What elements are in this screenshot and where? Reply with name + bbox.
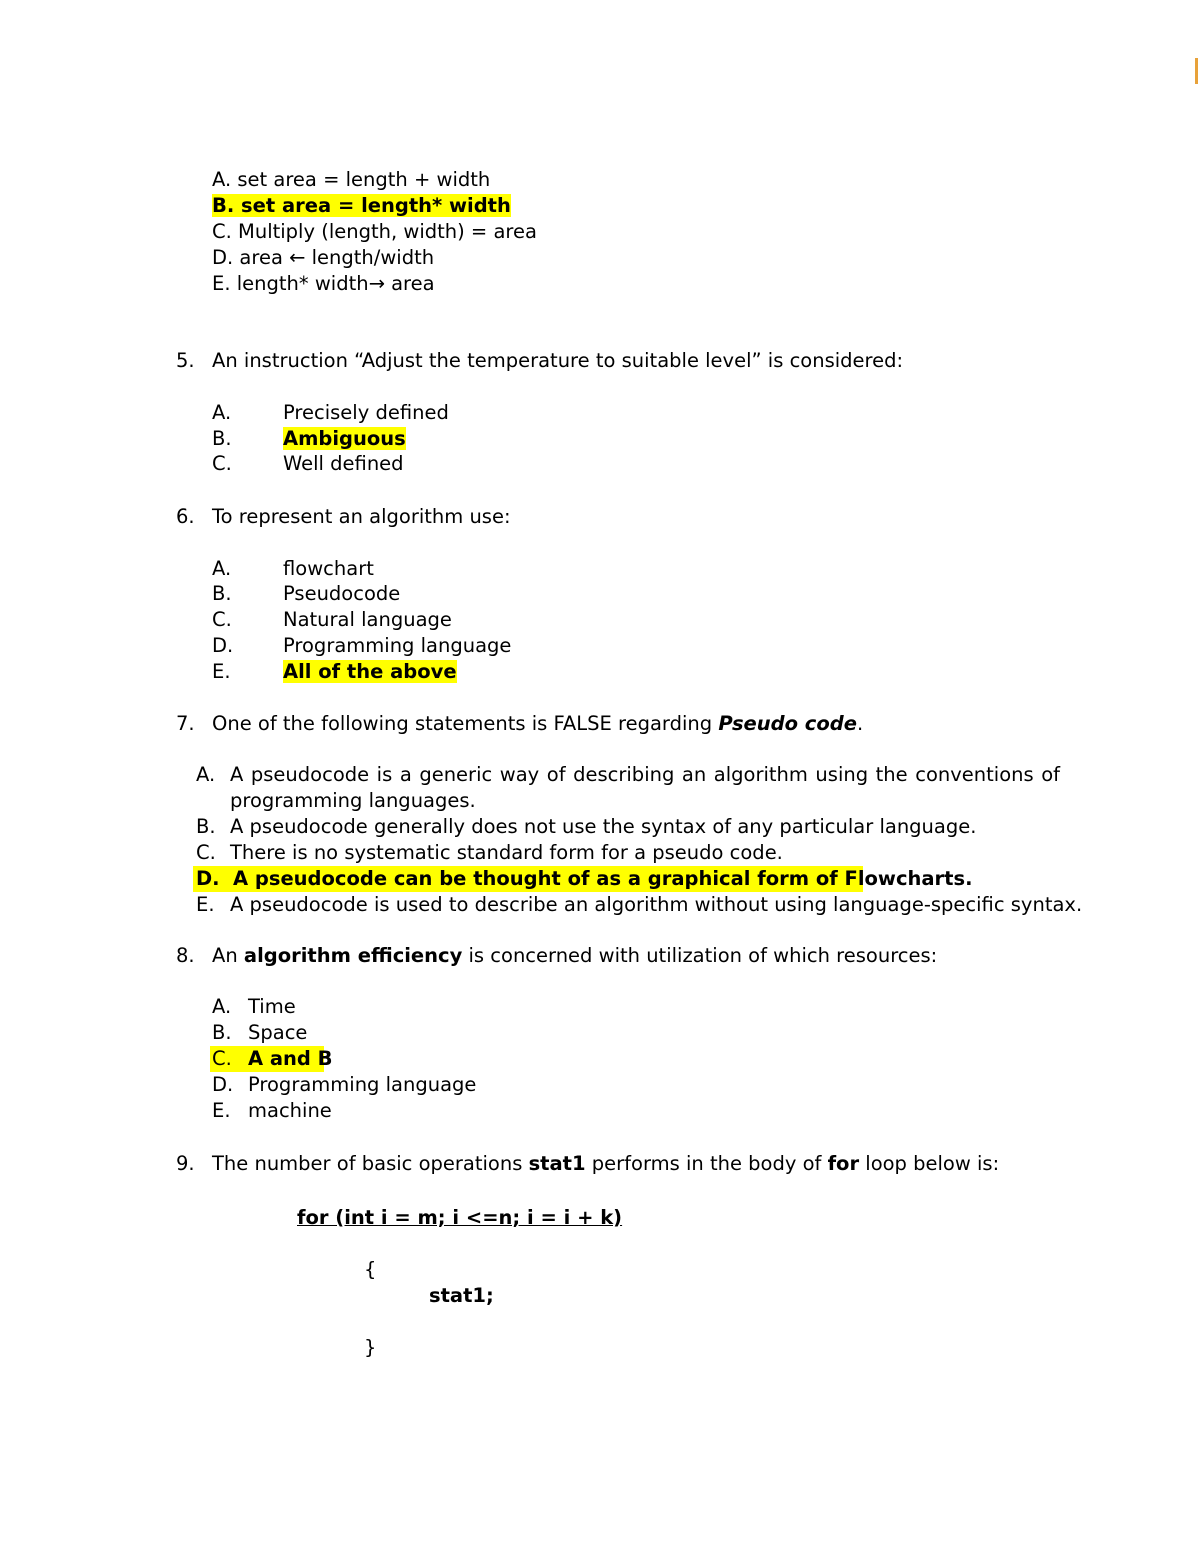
q9-number: 9. [176, 1152, 195, 1175]
q9-text-mid: performs in the body of [585, 1152, 828, 1175]
q7-option-e-text: A pseudocode is used to describe an algorithm without using language-specific syntax. [230, 893, 1083, 916]
q8-emphasis: algorithm efficiency [243, 944, 463, 967]
q6-option-c-text: Natural language [283, 608, 452, 631]
q6-option-b-text: Pseudocode [283, 582, 401, 605]
q9-text: The number of basic operations [212, 1152, 529, 1175]
q6-question: To represent an algorithm use: [212, 505, 511, 528]
q6-number: 6. [176, 505, 195, 528]
q7-number: 7. [176, 712, 195, 735]
q7-emphasis: Pseudo code [718, 712, 857, 735]
q8-option-a-letter: A. [212, 995, 232, 1018]
q8-text: An [212, 944, 244, 967]
q4-option-b-answer [212, 193, 511, 219]
q7-option-a-text: A pseudocode is a generic way of describing an algorithm using the conventions of programming languages. [230, 763, 1060, 812]
q9-code-body: stat1; [429, 1284, 494, 1307]
q6-option-d-text: Programming language [283, 634, 512, 657]
q8-option-d-text: Programming language [248, 1073, 477, 1096]
q7-option-e-letter: E. [196, 893, 215, 916]
q6-option-b-letter: B. [212, 582, 232, 605]
q8-option-c-text: A and B [248, 1047, 333, 1070]
q7-option-d-answer [193, 866, 973, 892]
page-edge-mark [1195, 58, 1198, 84]
q5-number: 5. [176, 349, 195, 372]
q9-text-end: loop below is: [859, 1152, 1000, 1175]
q7-option-c-text: There is no systematic standard form for a pseudo code. [230, 841, 783, 864]
q8-option-c-answer [210, 1046, 333, 1072]
q7-option-d-letter: D. [196, 867, 220, 890]
q8-option-a-text: Time [248, 995, 296, 1018]
answer-highlight: Ambiguous [283, 427, 406, 450]
q8-text-end: is concerned with utilization of which resources: [462, 944, 938, 967]
q8-option-e-text: machine [248, 1099, 332, 1122]
q9-code-open-brace: { [364, 1258, 377, 1281]
q4-option-e: E. length* width→ area [212, 272, 435, 295]
q8-option-b-letter: B. [212, 1021, 232, 1044]
q6-option-e-text-answer [283, 659, 457, 685]
q8-option-c-letter: C. [212, 1047, 232, 1070]
q8-number: 8. [176, 944, 195, 967]
q5-option-a-text: Precisely defined [283, 401, 449, 424]
q8-option-e-letter: E. [212, 1099, 231, 1122]
q5-question: An instruction “Adjust the temperature to suitable level” is considered: [212, 349, 904, 372]
q9-bold-stat: stat1 [528, 1152, 586, 1175]
q7-option-b-text: A pseudocode generally does not use the syntax of any particular language. [230, 815, 977, 838]
q6-option-e-letter: E. [212, 660, 231, 683]
q9-code-close-brace: } [364, 1336, 377, 1359]
q8-option-d-letter: D. [212, 1073, 234, 1096]
q5-option-c-text: Well defined [283, 452, 404, 475]
answer-highlight: All of the above [283, 660, 457, 683]
q9-question [212, 1151, 999, 1177]
q4-option-a: A. set area = length + width [212, 168, 491, 191]
q5-option-c-letter: C. [212, 452, 232, 475]
q5-option-b-text-answer [283, 426, 406, 452]
q7-question [212, 711, 863, 737]
q4-option-c: C. Multiply (length, width) = area [212, 220, 537, 243]
q6-option-a-letter: A. [212, 557, 232, 580]
q6-option-c-letter: C. [212, 608, 232, 631]
q4-option-d: D. area ← length/width [212, 246, 435, 269]
q8-option-b-text: Space [248, 1021, 308, 1044]
q7-text-end: . [856, 712, 864, 735]
q7-option-a-letter: A. [196, 763, 216, 786]
q6-option-a-text: flowchart [283, 557, 374, 580]
q8-question [212, 943, 937, 969]
q7-option-d-text: A pseudocode can be thought of as a graphical form of Flowcharts. [233, 867, 973, 890]
q9-code-header: for (int i = m; i <=n; i = i + k) [297, 1206, 623, 1229]
q5-option-a-letter: A. [212, 401, 232, 424]
q6-option-d-letter: D. [212, 634, 234, 657]
answer-highlight: B. set area = length* width [212, 194, 511, 217]
q9-bold-for: for [827, 1152, 860, 1175]
q5-option-b-letter: B. [212, 427, 232, 450]
q7-option-c-letter: C. [196, 841, 216, 864]
q7-text: One of the following statements is FALSE regarding [212, 712, 719, 735]
q7-option-b-letter: B. [196, 815, 216, 838]
